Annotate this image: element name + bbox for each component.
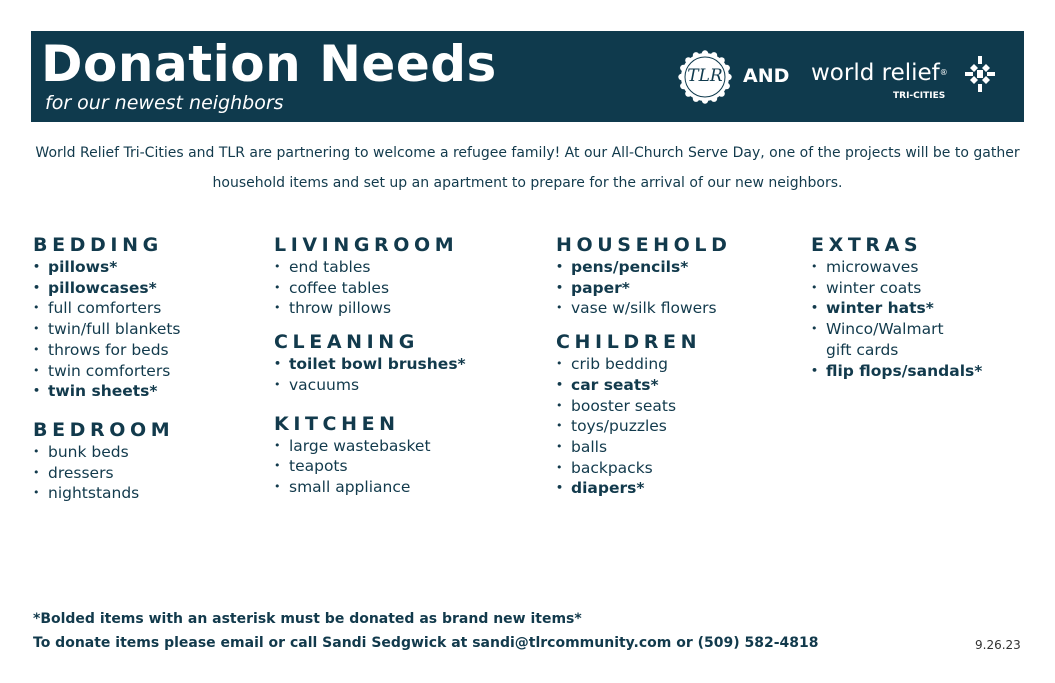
section-heading-cleaning: CLEANING xyxy=(274,331,420,354)
cleaning-list xyxy=(274,354,466,395)
bedding-list xyxy=(33,257,181,402)
kitchen-list xyxy=(274,436,466,498)
list-item: • twin/full blankets xyxy=(33,319,181,340)
list-item: • end tables xyxy=(274,257,466,278)
list-item: • vase w/silk flowers xyxy=(556,298,731,319)
list-item: • toys/puzzles xyxy=(556,416,731,437)
world-relief-cross-icon xyxy=(961,54,999,94)
footer-note: *Bolded items with an asterisk must be donated as brand new items* xyxy=(33,611,582,627)
list-item: • bunk beds xyxy=(33,442,181,463)
page-subtitle: for our newest neighbors xyxy=(45,92,284,114)
list-item: • coffee tables xyxy=(274,278,466,299)
list-item: • full comforters xyxy=(33,298,181,319)
list-item: • crib bedding xyxy=(556,354,731,375)
column-4 xyxy=(811,233,982,381)
list-item: • nightstands xyxy=(33,483,181,504)
intro-paragraph: World Relief Tri-Cities and TLR are partnering to welcome a refugee family! At our All-Church Serve Day, one of the projects will be to gather household items and set up an apartment to prepare for the arrival of our new neighbors. xyxy=(35,145,1020,191)
section-heading-children: CHILDREN xyxy=(556,331,702,354)
list-item: • small appliance xyxy=(274,477,466,498)
livingroom-list xyxy=(274,257,466,319)
list-item: • twin comforters xyxy=(33,361,181,382)
list-item: • balls xyxy=(556,437,731,458)
list-item: • car seats* xyxy=(556,375,731,396)
list-item: • pillowcases* xyxy=(33,278,181,299)
trademark-mark: ® xyxy=(939,68,948,77)
extras-list xyxy=(811,257,982,381)
section-heading-bedding: BEDDING xyxy=(33,234,163,256)
list-item: • booster seats xyxy=(556,396,731,417)
world-relief-location: TRI-CITIES xyxy=(893,91,946,101)
list-item: • large wastebasket xyxy=(274,436,466,457)
list-item: • throw pillows xyxy=(274,298,466,319)
list-item: • flip flops/sandals* xyxy=(811,361,982,382)
list-item: • pens/pencils* xyxy=(556,257,731,278)
column-3 xyxy=(556,233,731,499)
document-date: 9.26.23 xyxy=(975,638,1021,652)
column-2 xyxy=(274,233,466,498)
page-title: Donation Needs xyxy=(41,35,497,93)
list-item: • paper* xyxy=(556,278,731,299)
column-1 xyxy=(33,233,181,504)
list-item: • diapers* xyxy=(556,478,731,499)
list-item: • dressers xyxy=(33,463,181,484)
section-heading-extras: EXTRAS xyxy=(811,234,923,256)
list-item: • teapots xyxy=(274,456,466,477)
section-heading-livingroom: LIVINGROOM xyxy=(274,234,459,256)
bedroom-list xyxy=(33,442,181,504)
list-item: • winter coats xyxy=(811,278,982,299)
world-relief-name-text: world relief xyxy=(811,60,940,86)
list-item: • throws for beds xyxy=(33,340,181,361)
list-item: • microwaves xyxy=(811,257,982,278)
section-heading-bedroom: BEDROOM xyxy=(33,418,175,441)
household-list xyxy=(556,257,731,319)
header-banner xyxy=(31,31,1024,122)
section-heading-kitchen: KITCHEN xyxy=(274,412,400,435)
list-item: • winter hats* xyxy=(811,298,982,319)
children-list xyxy=(556,354,731,499)
tlr-seal-text: TLR xyxy=(687,66,723,86)
list-item: • vacuums xyxy=(274,375,466,396)
world-relief-name xyxy=(811,58,948,88)
list-item: • twin sheets* xyxy=(33,381,181,402)
footer-contact: To donate items please email or call Sandi Sedgwick at sandi@tlrcommunity.com or (509) 582-4818 xyxy=(33,635,819,651)
list-item: • Winco/Walmart gift cards xyxy=(811,319,971,360)
list-item: • toilet bowl brushes* xyxy=(274,354,466,375)
section-heading-household: HOUSEHOLD xyxy=(556,234,732,256)
and-label: AND xyxy=(743,65,790,87)
list-item: • backpacks xyxy=(556,458,731,479)
list-item: • pillows* xyxy=(33,257,181,278)
